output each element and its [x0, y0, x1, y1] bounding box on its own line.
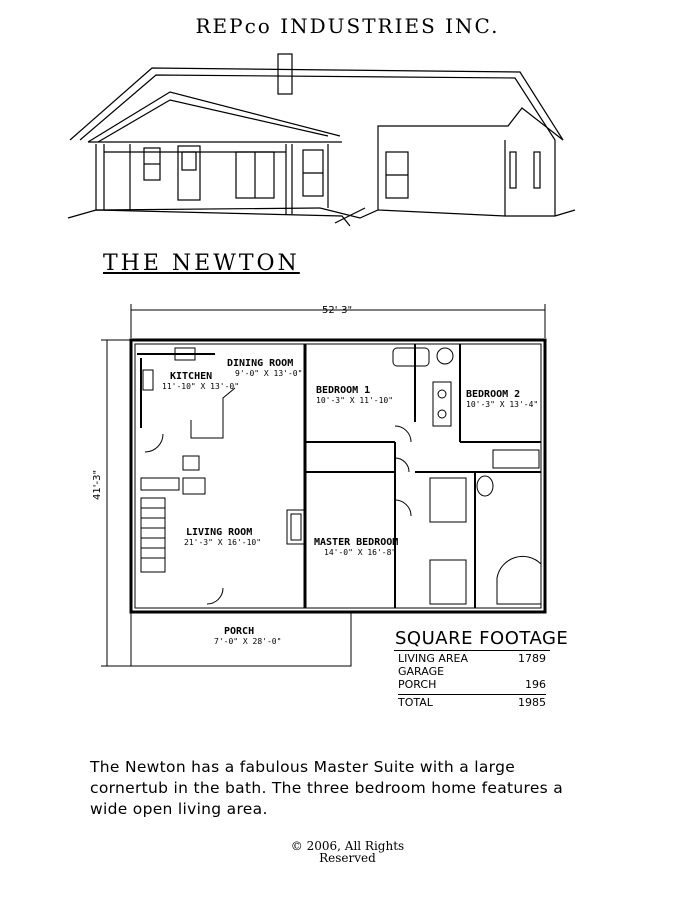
- company-name: REPco INDUSTRIES INC.: [195, 14, 500, 38]
- room-name: LIVING ROOM: [186, 527, 253, 538]
- sqft-label: TOTAL: [398, 696, 433, 709]
- copyright-line-2: Reserved: [319, 851, 376, 865]
- room-name: KITCHEN: [170, 371, 213, 382]
- room-living: [184, 527, 261, 547]
- copyright-text: 2006, All Rights: [306, 839, 405, 853]
- room-dims: 10'-3" X 13'-4": [466, 400, 539, 409]
- sqft-row-garage: [398, 665, 546, 678]
- room-name: PORCH: [224, 626, 255, 637]
- room-dims: 10'-3" X 11'-10": [316, 396, 394, 405]
- sqft-label: GARAGE: [398, 665, 445, 678]
- sqft-row-living: [398, 652, 546, 665]
- sqft-value: 1789: [518, 652, 546, 665]
- copyright-notice: [0, 840, 695, 864]
- sqft-value: 196: [525, 678, 546, 691]
- floor-plan-drawing: [95, 298, 565, 673]
- room-bedroom-1: [316, 385, 393, 405]
- room-dims: 7'-0" X 28'-0": [214, 637, 282, 646]
- overall-width-dimension: 52'-3": [322, 305, 353, 316]
- plan-title: THE NEWTON: [103, 251, 300, 276]
- room-dims: 9'-0" X 13'-0": [235, 369, 303, 378]
- room-name: DINING ROOM: [227, 358, 294, 369]
- room-name: BEDROOM 2: [466, 389, 521, 400]
- sqft-label: PORCH: [398, 678, 437, 691]
- overall-depth-dimension: 41'-3": [92, 469, 103, 500]
- sqft-row-total: [398, 694, 546, 709]
- room-porch: [214, 626, 281, 646]
- house-elevation-drawing: [60, 48, 580, 248]
- copyright-symbol: ©: [290, 839, 303, 853]
- room-kitchen: [162, 371, 239, 391]
- room-dims: 11'-10" X 13'-0": [162, 382, 240, 391]
- plan-description: The Newton has a fabulous Master Suite with a large cornertub in the bath. The three bedroom home features a wide open living area.: [90, 758, 564, 818]
- square-footage-table: [398, 652, 546, 709]
- room-master-bedroom: [314, 537, 398, 557]
- room-dims: 14'-0" X 16'-8": [324, 548, 397, 557]
- sqft-row-porch: [398, 678, 546, 691]
- sqft-value: 1985: [518, 696, 546, 709]
- room-name: BEDROOM 1: [316, 385, 371, 396]
- room-dims: 21'-3" X 16'-10": [184, 538, 262, 547]
- room-bedroom-2: [466, 389, 538, 409]
- square-footage-rule: [394, 650, 550, 651]
- room-name: MASTER BEDROOM: [314, 537, 399, 548]
- square-footage-title: SQUARE FOOTAGE: [395, 628, 569, 649]
- sqft-label: LIVING AREA: [398, 652, 469, 665]
